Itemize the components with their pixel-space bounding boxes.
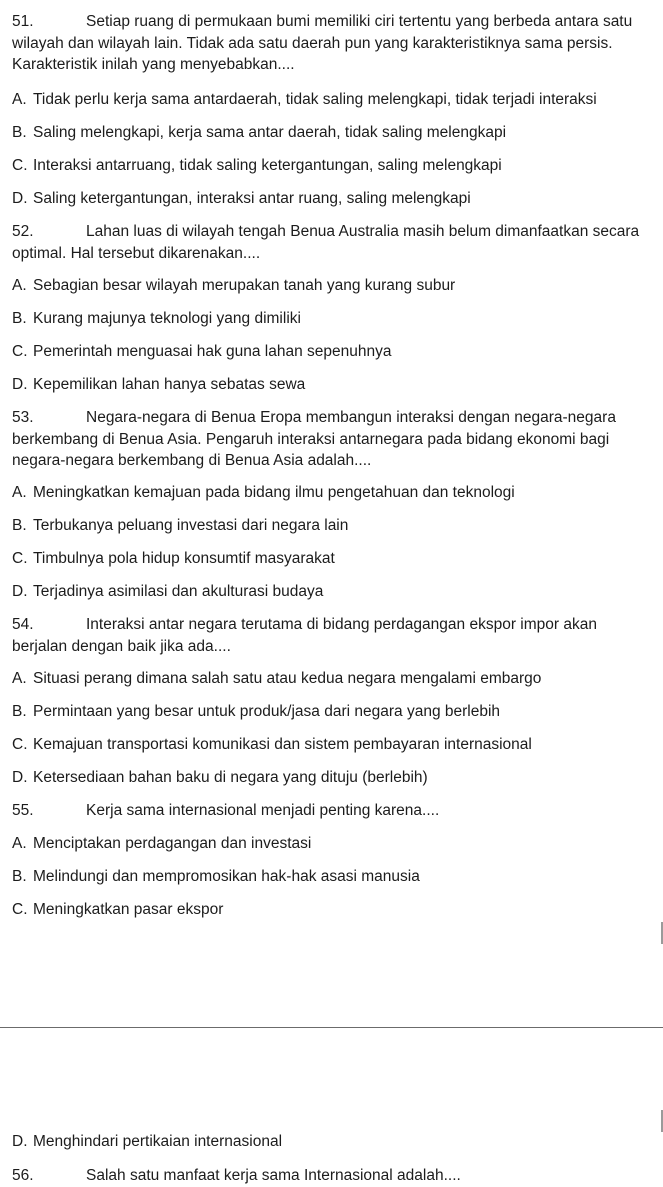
option-51-b[interactable] — [12, 123, 655, 143]
option-text: Pemerintah menguasai hak guna lahan sepenuhnya — [33, 343, 392, 360]
option-52-a[interactable] — [12, 276, 655, 296]
question-number: 52. — [12, 223, 34, 240]
option-text: Kemajuan transportasi komunikasi dan sistem pembayaran internasional — [33, 736, 532, 753]
question-53 — [12, 407, 655, 472]
option-52-b[interactable] — [12, 309, 655, 329]
question-56 — [12, 1165, 655, 1187]
option-letter: B. — [12, 868, 27, 885]
question-text: Interaksi antar negara terutama di bidang perdagangan ekspor impor akan — [86, 616, 597, 633]
option-letter: B. — [12, 124, 27, 141]
option-text: Timbulnya pola hidup konsumtif masyarakat — [33, 550, 335, 567]
question-number: 51. — [12, 13, 34, 30]
question-text: Salah satu manfaat kerja sama Internasional adalah.... — [86, 1167, 461, 1184]
option-text: Menghindari pertikaian internasional — [33, 1133, 283, 1150]
option-letter: D. — [12, 190, 28, 207]
option-51-c[interactable] — [12, 156, 655, 176]
option-text: Permintaan yang besar untuk produk/jasa dari negara yang berlebih — [33, 703, 501, 720]
option-55-a[interactable] — [12, 834, 655, 854]
option-54-b[interactable] — [12, 702, 655, 722]
option-letter: D. — [12, 1133, 28, 1150]
option-text: Sebagian besar wilayah merupakan tanah yang kurang subur — [33, 277, 456, 294]
option-letter: B. — [12, 310, 27, 327]
option-55-b[interactable] — [12, 867, 655, 887]
option-text: Terbukanya peluang investasi dari negara lain — [33, 517, 349, 534]
option-letter: C. — [12, 343, 28, 360]
option-text: Saling ketergantungan, interaksi antar ruang, saling melengkapi — [33, 190, 471, 207]
option-letter: D. — [12, 376, 28, 393]
question-text-continued: wilayah dan wilayah lain. Tidak ada satu daerah pun yang karakteristiknya sama persis. Karakteristik inilah yang menyebabkan.... — [12, 34, 613, 73]
option-53-a[interactable] — [12, 483, 655, 503]
option-55-c[interactable] — [12, 900, 655, 920]
question-54 — [12, 614, 655, 657]
option-53-c[interactable] — [12, 549, 655, 569]
question-number: 54. — [12, 616, 34, 633]
option-letter: A. — [12, 277, 27, 294]
option-letter: D. — [12, 769, 28, 786]
question-text: Setiap ruang di permukaan bumi memiliki ciri tertentu yang berbeda antara satu — [86, 13, 633, 30]
question-52 — [12, 221, 655, 264]
question-text-continued: berjalan dengan baik jika ada.... — [12, 637, 231, 655]
question-number: 55. — [12, 802, 34, 819]
option-letter: D. — [12, 583, 28, 600]
option-text: Meningkatkan pasar ekspor — [33, 901, 224, 918]
question-text-continued: optimal. Hal tersebut dikarenakan.... — [12, 244, 261, 262]
option-text: Terjadinya asimilasi dan akulturasi budaya — [33, 583, 324, 600]
option-letter: B. — [12, 517, 27, 534]
option-51-a[interactable] — [12, 90, 655, 110]
option-54-a[interactable] — [12, 669, 655, 689]
question-number: 56. — [12, 1167, 34, 1184]
option-text: Saling melengkapi, kerja sama antar daerah, tidak saling melengkapi — [33, 124, 507, 141]
question-text: Kerja sama internasional menjadi penting karena.... — [86, 802, 440, 819]
option-54-d[interactable] — [12, 768, 655, 788]
option-53-b[interactable] — [12, 516, 655, 536]
option-53-d[interactable] — [12, 582, 655, 602]
option-text: Menciptakan perdagangan dan investasi — [33, 835, 312, 852]
option-letter: A. — [12, 670, 27, 687]
option-letter: A. — [12, 91, 27, 108]
question-number: 53. — [12, 409, 34, 426]
question-55 — [12, 800, 655, 822]
option-text: Meningkatkan kemajuan pada bidang ilmu pengetahuan dan teknologi — [33, 484, 515, 501]
option-55-d[interactable] — [12, 1132, 655, 1152]
option-letter: A. — [12, 484, 27, 501]
option-text: Kepemilikan lahan hanya sebatas sewa — [33, 376, 306, 393]
option-letter: A. — [12, 835, 27, 852]
page-break-divider — [0, 1027, 663, 1028]
option-54-c[interactable] — [12, 735, 655, 755]
option-text: Interaksi antarruang, tidak saling ketergantungan, saling melengkapi — [33, 157, 502, 174]
question-51 — [12, 11, 655, 76]
option-text: Ketersediaan bahan baku di negara yang dituju (berlebih) — [33, 769, 428, 786]
option-text: Tidak perlu kerja sama antardaerah, tidak saling melengkapi, tidak terjadi interaksi — [33, 91, 597, 108]
option-letter: C. — [12, 736, 28, 753]
option-text: Situasi perang dimana salah satu atau kedua negara mengalami embargo — [33, 670, 542, 687]
option-letter: C. — [12, 901, 28, 918]
question-text: Negara-negara di Benua Eropa membangun interaksi dengan negara-negara — [86, 409, 616, 426]
option-letter: B. — [12, 703, 27, 720]
question-text: Lahan luas di wilayah tengah Benua Australia masih belum dimanfaatkan secara — [86, 223, 640, 240]
option-letter: C. — [12, 157, 28, 174]
option-52-d[interactable] — [12, 375, 655, 395]
question-text-continued: berkembang di Benua Asia. Pengaruh interaksi antarnegara pada bidang ekonomi bagi negara-negara berkembang di Benua Asia adalah.... — [12, 430, 610, 469]
option-52-c[interactable] — [12, 342, 655, 362]
option-letter: C. — [12, 550, 28, 567]
option-51-d[interactable] — [12, 189, 655, 209]
option-text: Kurang majunya teknologi yang dimiliki — [33, 310, 301, 327]
option-text: Melindungi dan mempromosikan hak-hak asasi manusia — [33, 868, 420, 885]
